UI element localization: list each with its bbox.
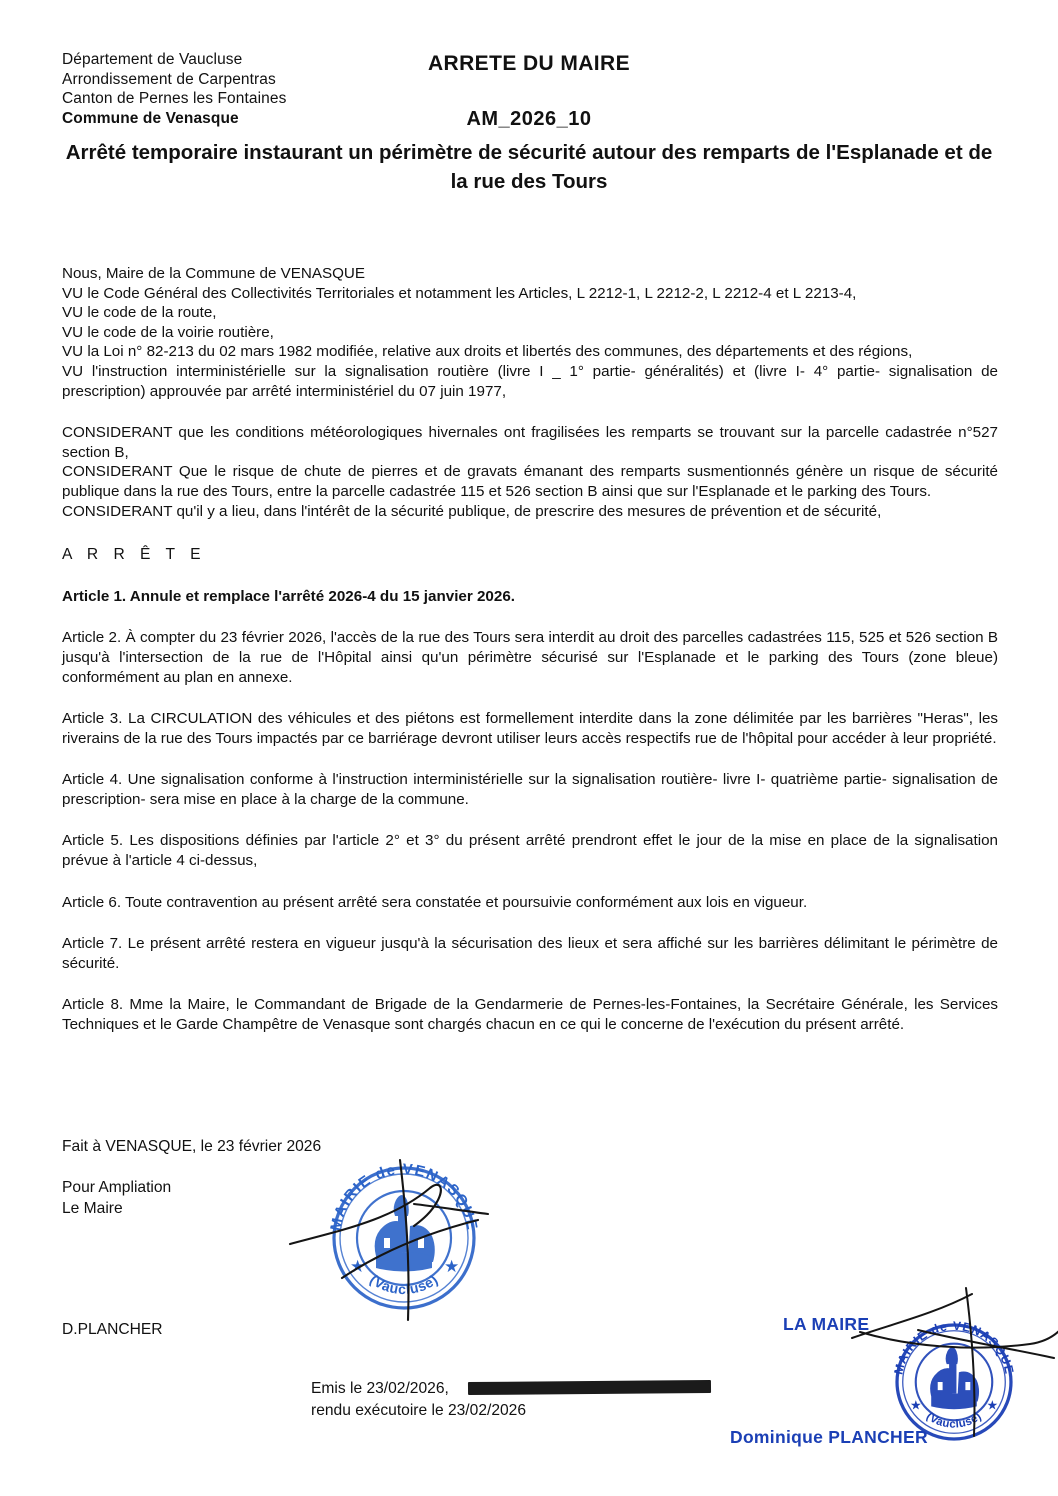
header-commune: Commune de Venasque bbox=[62, 109, 239, 127]
svg-text:(Vaucluse): (Vaucluse) bbox=[366, 1271, 442, 1298]
header-departement: Département de Vaucluse bbox=[62, 51, 243, 68]
spacer bbox=[62, 687, 998, 709]
considerant-2: CONSIDERANT Que le risque de chute de pierres et de gravats émanant des remparts susmentionnés génère un risque de sécurité publique dans la rue des Tours, entre la parcelle cadastrée 115 et 526 section B ainsi que sur l'Esplanade et le parking des Tours. bbox=[62, 463, 998, 500]
article-8: Article 8. Mme la Maire, le Commandant de Brigade de la Gendarmerie de Pernes-les-Fontaines, la Secrétaire Générale, les Services Techniques et le Garde Champêtre de Venasque sont chargés chacun en ce qui le concerne de l'exécution du présent arrêté. bbox=[62, 996, 998, 1034]
preamble-vu-2: VU le code de la route, bbox=[62, 304, 217, 322]
decision-heading: A R R Ê T E bbox=[62, 546, 206, 564]
emission-date-line: Emis le 23/02/2026, bbox=[311, 1380, 449, 1397]
page-title: Arrêté temporaire instaurant un périmètre de sécurité autour des remparts de l'Esplanade et de la rue des Tours bbox=[65, 141, 993, 193]
executoire-date-line: rendu exécutoire le 23/02/2026 bbox=[311, 1402, 527, 1419]
article-3: Article 3. La CIRCULATION des véhicules et des piétons est formellement interdite dans la zone délimitée par les barrières "Heras", les riverains de la rue des Tours impactés par ce barriérage devront utiliser leurs accès respectifs rue de l'hôpital pour accéder à leur propriété. bbox=[62, 710, 998, 747]
spacer bbox=[62, 1219, 998, 1319]
preamble-intro: Nous, Maire de la Commune de VENASQUE bbox=[62, 265, 366, 282]
header-canton: Canton de Pernes les Fontaines bbox=[62, 90, 287, 107]
spacer bbox=[62, 606, 998, 628]
spacer bbox=[62, 1157, 998, 1177]
svg-text:MAIRIE de VENASQUE: MAIRIE de VENASQUE bbox=[891, 1318, 1017, 1376]
spacer bbox=[62, 973, 998, 995]
preamble-vu-5: VU l'instruction interministérielle sur la signalisation routière (livre I _ 1° partie- généralités) et (livre I- 4° partie- signalisation de prescription) approuvée par arrêté interministériel du 07 juin 1977, bbox=[62, 362, 998, 400]
spacer bbox=[62, 912, 998, 934]
stamp-star-right: ★ bbox=[986, 1397, 999, 1413]
considerant-3: CONSIDERANT qu'il y a lieu, dans l'intérêt de la sécurité publique, de prescrire des mesures de prévention et de sécurité, bbox=[62, 502, 882, 520]
stamp-star-left: ★ bbox=[910, 1397, 922, 1413]
signature-place-date: Fait à VENASQUE, le 23 février 2026 bbox=[62, 1138, 322, 1155]
mayor-label: LA MAIRE bbox=[783, 1314, 870, 1334]
signature-ampliation: Pour Ampliation bbox=[62, 1179, 172, 1196]
signature-block bbox=[62, 1136, 998, 1340]
signature-role: Le Maire bbox=[62, 1200, 123, 1217]
article-5: Article 5. Les dispositions définies par l'article 2° et 3° du présent arrêté prendront effet le jour de la mise en place de la signalisation prévue à l'article 4 ci-dessus, bbox=[62, 832, 998, 870]
article-2: Article 2. À compter du 23 février 2026, l'accès de la rue des Tours sera interdit au droit des parcelles cadastrées 115, 525 et 526 section B jusqu'à l'intersection de la rue de l'Hôpital ainsi qu'un périmètre sécurisé sur l'Esplanade et le parking des Tours (zone bleue) conformément au plan en annexe. bbox=[62, 629, 998, 686]
spacer bbox=[62, 565, 998, 587]
stamp-star-left: ★ bbox=[350, 1257, 366, 1276]
document-body bbox=[62, 264, 998, 1035]
preamble-vu-3: VU le code de la voirie routière, bbox=[62, 323, 274, 341]
preamble-vu-4: VU la Loi n° 82-213 du 02 mars 1982 modifiée, relative aux droits et libertés des communes, des départements et des régions, bbox=[62, 343, 913, 361]
article-7: Article 7. Le présent arrêté restera en vigueur jusqu'à la sécurisation des lieux et sera affiché sur les barrières délimitant le périmètre de sécurité. bbox=[62, 935, 998, 972]
document-reference: AM_2026_10 bbox=[466, 108, 592, 130]
mayor-name: Dominique PLANCHER bbox=[730, 1427, 928, 1447]
preamble-vu-1: VU le Code Général des Collectivités Territoriales et notamment les Articles, L 2212-1, L 2212-2, L 2212-4 et L 2213-4, bbox=[62, 284, 857, 302]
article-1: Article 1. Annule et remplace l'arrêté 2026-4 du 15 janvier 2026. bbox=[62, 587, 515, 605]
spacer bbox=[62, 871, 998, 893]
spacer bbox=[62, 809, 998, 831]
header-arrondissement: Arrondissement de Carpentras bbox=[62, 70, 276, 88]
signature-short-name: D.PLANCHER bbox=[62, 1321, 163, 1338]
article-6: Article 6. Toute contravention au présent arrêté sera constatée et poursuivie conformément aux lois en vigueur. bbox=[62, 893, 808, 911]
stamp-star-right: ★ bbox=[444, 1257, 460, 1276]
document-type-title: ARRETE DU MAIRE bbox=[427, 52, 630, 75]
considerant-1: CONSIDERANT que les conditions météorologiques hivernales ont fragilisées les remparts se trouvant sur la parcelle cadastrée n°527 section B, bbox=[62, 424, 998, 461]
redacted-text-bar bbox=[468, 1380, 711, 1395]
spacer bbox=[62, 401, 998, 423]
article-4: Article 4. Une signalisation conforme à l'instruction interministérielle sur la signalisation routière- livre I- quatrième partie- signalisation de prescription- sera mise en place à la charge de la commune. bbox=[62, 771, 998, 808]
svg-text:(Vaucluse): (Vaucluse) bbox=[923, 1410, 985, 1431]
svg-text:MAIRIE de VENASQUE: MAIRIE de VENASQUE bbox=[327, 1160, 481, 1233]
spacer bbox=[62, 521, 998, 543]
spacer bbox=[62, 748, 998, 770]
